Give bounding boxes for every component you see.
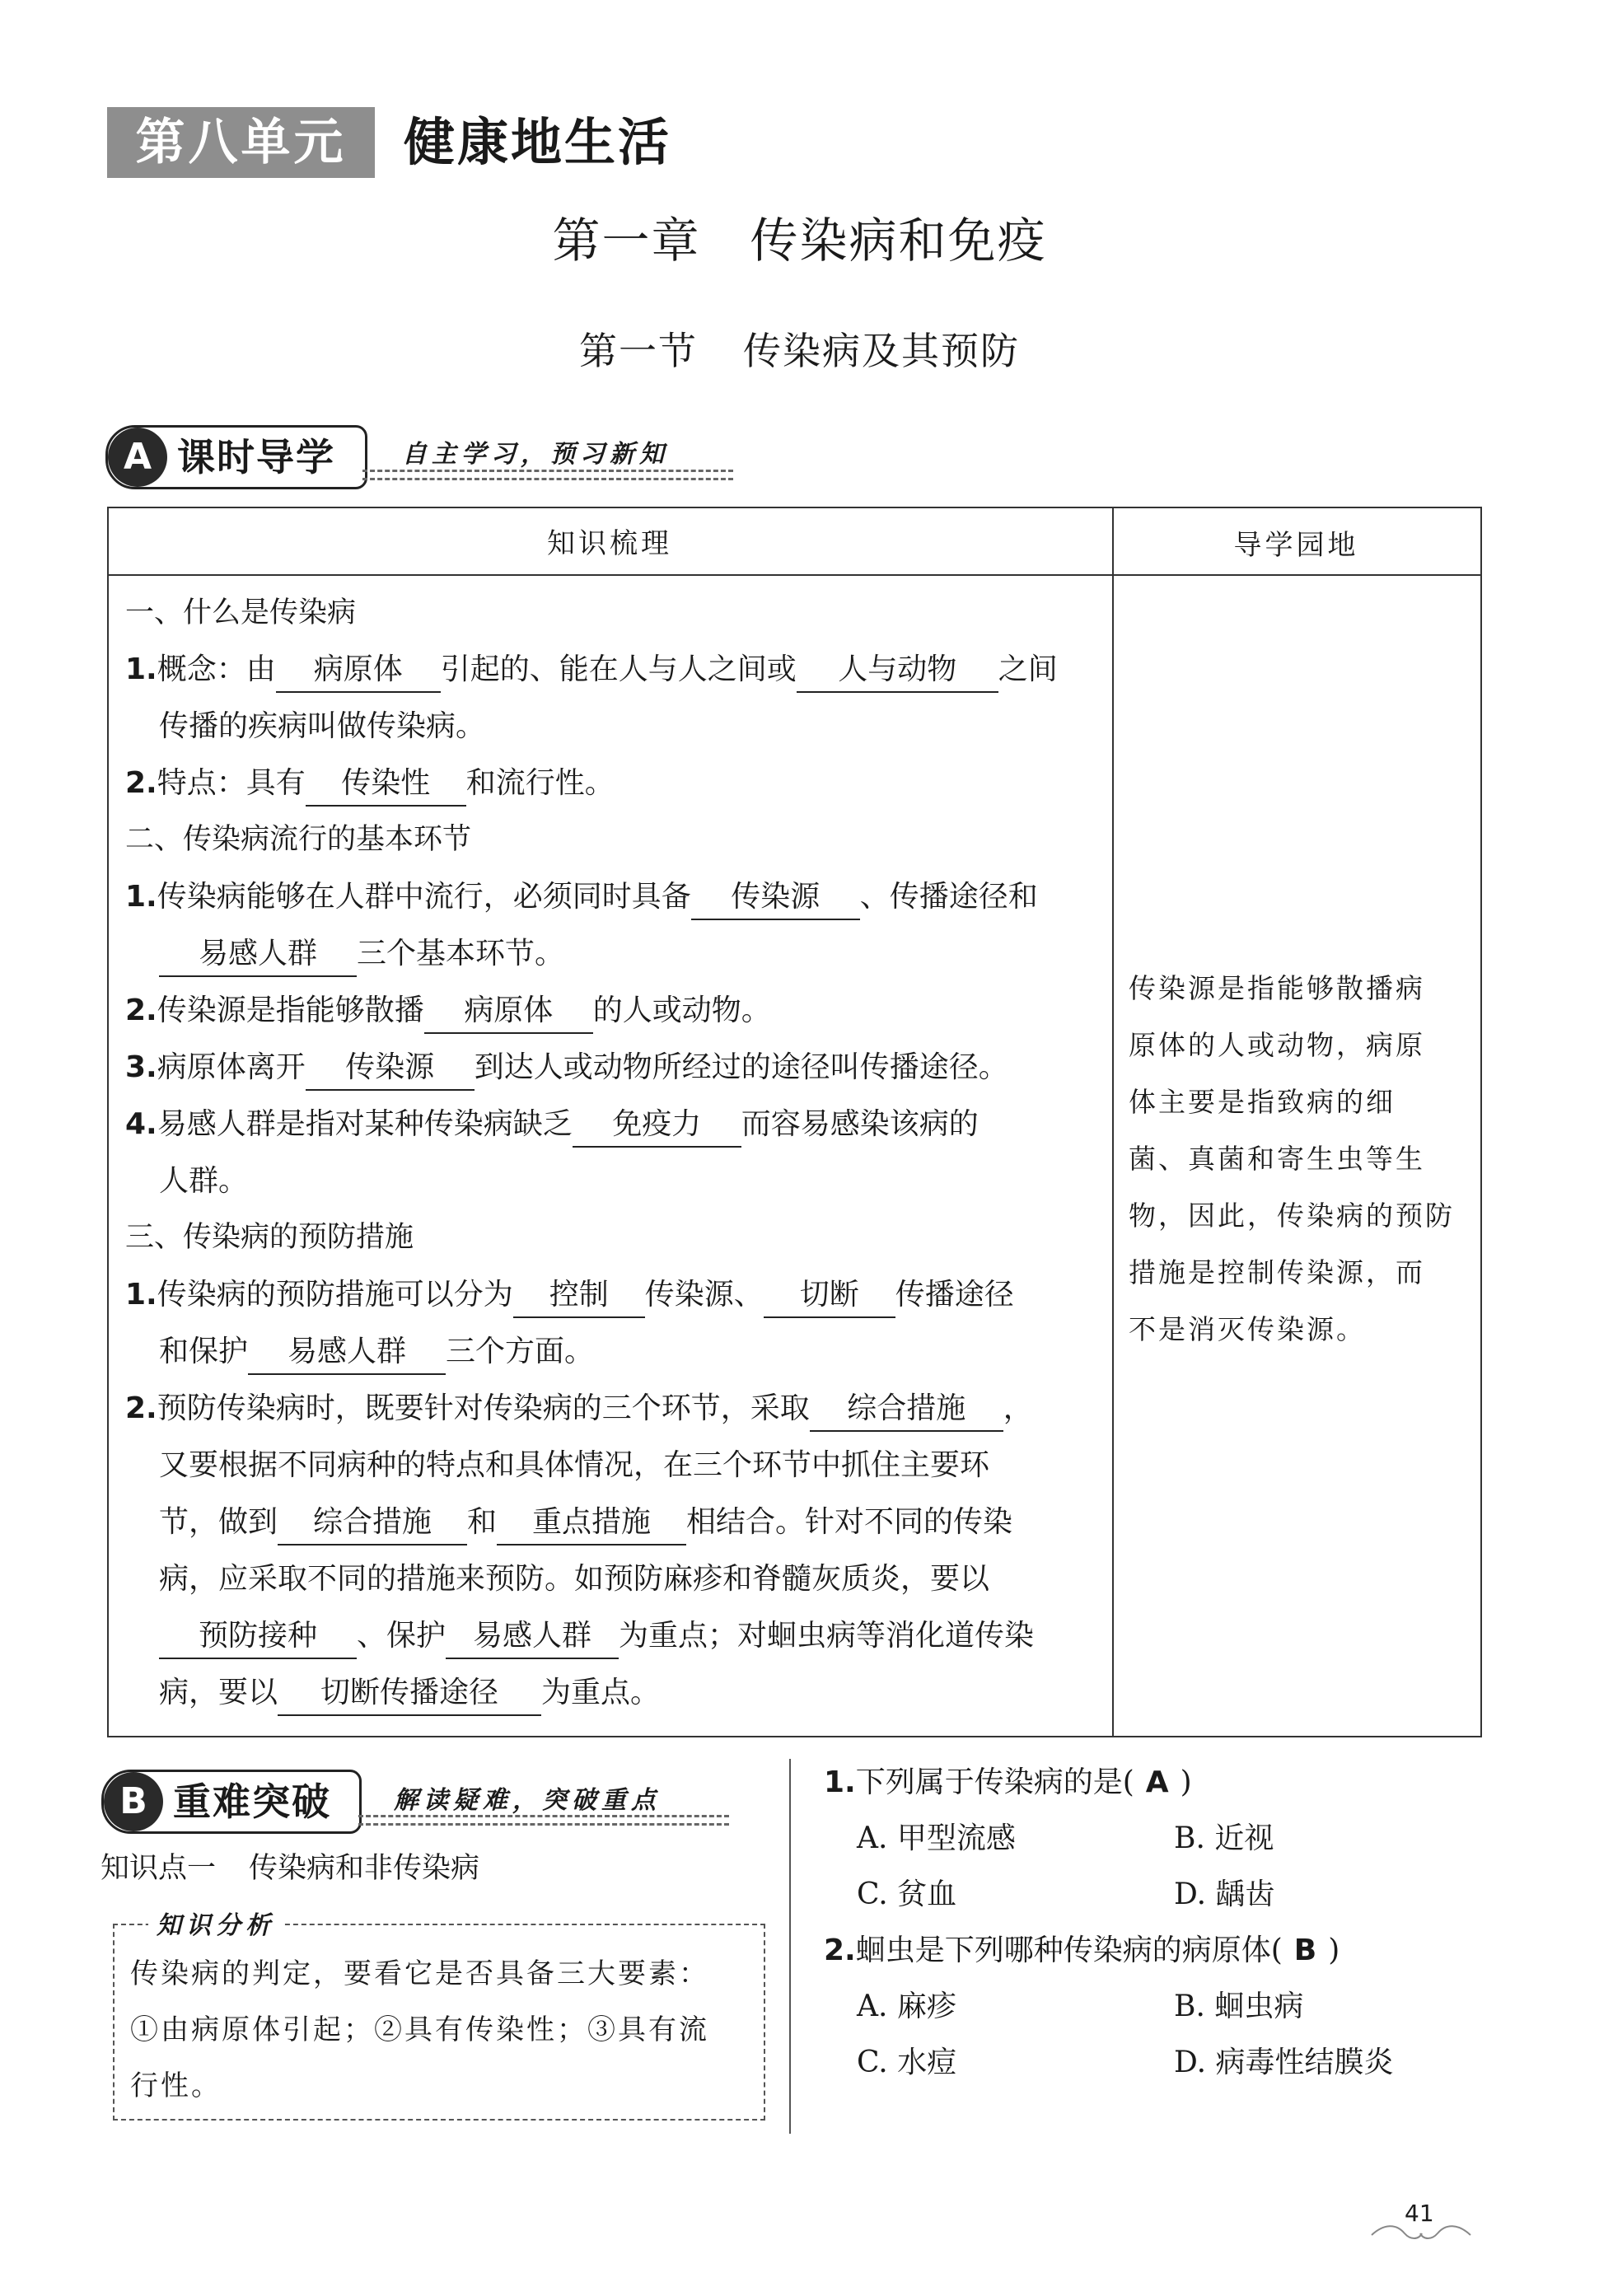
section-b-underline-2 <box>358 1823 729 1826</box>
question-1-option-a: A. 甲型流感 <box>857 1821 1016 1855</box>
section-number: 第一节 <box>579 329 698 373</box>
page-ornament-icon <box>1368 2220 1475 2245</box>
guide-note-line: 体主要是指致病的细 <box>1129 1086 1396 1118</box>
guide-note <box>1129 960 1466 1358</box>
heading-prevention: 三、传染病的预防措施 <box>125 1221 414 1254</box>
column-divider <box>789 1759 791 2134</box>
chapter-title <box>0 202 1599 271</box>
table-header-divider <box>107 574 1480 576</box>
section-b-title: 重难突破 <box>173 1779 331 1824</box>
prevention-line-5: 病，应采取不同的措施来预防。如预防麻疹和脊髓灰质炎，要以 <box>159 1562 990 1596</box>
question-1-option-d: D. 龋齿 <box>1174 1877 1275 1911</box>
question-1-option-c: C. 贫血 <box>857 1877 957 1911</box>
guide-note-line: 原体的人或动物，病原 <box>1129 1029 1425 1061</box>
blank-infectivity: 传染性 <box>306 762 466 807</box>
heading-basic-links: 二、传染病流行的基本环节 <box>125 823 472 856</box>
blank-pathogen: 病原体 <box>276 648 441 693</box>
prevention-line-6: 预防接种 、保护 易感人群 为重点；对蛔虫病等消化道传染 <box>159 1607 1131 1664</box>
source-line: 2.传染源是指能够散播 病原体 的人或动物。 <box>125 982 1097 1039</box>
question-2-stem: 2.蛔虫是下列哪种传染病的病原体( B ) <box>824 1934 1340 1967</box>
blank-pathogen-2: 病原体 <box>424 989 593 1034</box>
unit-title: 健康地生活 <box>404 112 672 172</box>
knowledge-point-label: 知识点一 <box>101 1852 217 1885</box>
page-number: 41 <box>1405 2200 1434 2227</box>
blank-key-measures: 重点措施 <box>497 1501 686 1545</box>
section-title <box>0 321 1599 376</box>
analysis-line: 行性。 <box>130 2069 222 2102</box>
question-1-answer: A <box>1145 1765 1169 1799</box>
susceptible-continuation: 人群。 <box>159 1164 249 1198</box>
section-b-underline <box>358 1815 729 1817</box>
prevention-line-2: 2.预防传染病时，既要针对传染病的三个环节，采取 综合措施 ， <box>125 1380 1097 1437</box>
chapter-name: 传染病和免疫 <box>750 213 1047 269</box>
section-a-slogan: 自主学习，预习新知 <box>402 440 669 469</box>
chapter-number: 第一章 <box>552 213 701 269</box>
concept-continuation: 传播的疾病叫做传染病。 <box>159 709 486 743</box>
section-a-letter: A <box>108 428 167 487</box>
guide-note-line: 物，因此，传染病的预防 <box>1129 1199 1455 1232</box>
blank-vaccination: 预防接种 <box>159 1615 357 1659</box>
knowledge-point-name: 传染病和非传染病 <box>249 1852 480 1885</box>
concept-line: 1.概念：由 病原体 引起的、能在人与人之间或 人与动物 之间 <box>125 641 1097 698</box>
col-header-guide: 导学园地 <box>1233 529 1359 562</box>
question-2-option-c: C. 水痘 <box>857 2046 957 2079</box>
susceptible-line: 4.易感人群是指对某种传染病缺乏 免疫力 而容易感染该病的 <box>125 1096 1097 1153</box>
links-line: 1.传染病能够在人群中流行，必须同时具备 传染源 、传播途径和 <box>125 868 1097 925</box>
question-1-option-b: B. 近视 <box>1174 1821 1274 1855</box>
feature-line: 2.特点：具有 传染性 和流行性。 <box>125 755 1097 811</box>
section-a-underline <box>362 470 733 472</box>
blank-susceptible: 易感人群 <box>159 933 357 977</box>
section-b-letter: B <box>104 1772 163 1831</box>
unit-label: 第八单元 <box>107 107 375 178</box>
blank-susceptible-3: 易感人群 <box>446 1615 619 1659</box>
blank-immunity: 免疫力 <box>573 1103 741 1148</box>
blank-source-2: 传染源 <box>306 1046 475 1091</box>
analysis-label: 知识分析 <box>148 1905 283 1941</box>
blank-human-animal: 人与动物 <box>797 648 998 693</box>
route-line: 3.病原体离开 传染源 到达人或动物所经过的途径叫传播途径。 <box>125 1039 1097 1096</box>
knowledge-point-title <box>101 1845 479 1887</box>
blank-control: 控制 <box>513 1274 645 1318</box>
section-a-title: 课时导学 <box>177 435 335 479</box>
guide-note-line: 菌、真菌和寄生虫等生 <box>1129 1143 1425 1175</box>
heading-what-is: 一、什么是传染病 <box>125 596 357 629</box>
section-b-slogan: 解读疑难，突破重点 <box>394 1786 661 1815</box>
section-a-underline-2 <box>362 478 733 480</box>
blank-comprehensive-2: 综合措施 <box>278 1501 467 1545</box>
blank-cut-route: 切断传播途径 <box>278 1672 541 1716</box>
analysis-line: 传染病的判定，要看它是否具备三大要素： <box>130 1957 709 1990</box>
blank-source: 传染源 <box>691 876 860 920</box>
prevention-line-7: 病，要以 切断传播途径 为重点。 <box>159 1664 1131 1721</box>
blank-comprehensive: 综合措施 <box>810 1387 1003 1432</box>
analysis-line: ①由病原体引起；②具有传染性；③具有流 <box>130 2013 709 2046</box>
blank-cut-off: 切断 <box>764 1274 895 1318</box>
prevention-line-1-cont: 和保护 易感人群 三个方面。 <box>159 1323 1131 1380</box>
question-2-option-d: D. 病毒性结膜炎 <box>1174 2046 1394 2079</box>
links-continuation: 易感人群 三个基本环节。 <box>159 925 1131 982</box>
question-2-option-a: A. 麻疹 <box>857 1990 956 2023</box>
prevention-line-1: 1.传染病的预防措施可以分为 控制 传染源、 切断 传播途径 <box>125 1266 1097 1323</box>
section-b-badge <box>101 1770 362 1834</box>
section-a-badge <box>105 425 367 489</box>
col-header-knowledge: 知识梳理 <box>547 527 672 560</box>
question-2-answer: B <box>1293 1934 1317 1967</box>
blank-susceptible-2: 易感人群 <box>248 1330 446 1375</box>
question-2-option-b: B. 蛔虫病 <box>1174 1990 1304 2023</box>
question-1-stem: 1.下列属于传染病的是( A ) <box>824 1765 1192 1799</box>
guide-note-line: 传染源是指能够散播病 <box>1129 972 1425 1004</box>
guide-note-line: 不是消灭传染源。 <box>1129 1313 1366 1345</box>
guide-note-line: 措施是控制传染源，而 <box>1129 1256 1425 1288</box>
prevention-line-4: 节，做到 综合措施 和 重点措施 相结合。针对不同的传染 <box>159 1494 1131 1550</box>
section-name: 传染病及其预防 <box>743 329 1020 373</box>
prevention-line-3: 又要根据不同病种的特点和具体情况，在三个环节中抓住主要环 <box>159 1448 990 1482</box>
